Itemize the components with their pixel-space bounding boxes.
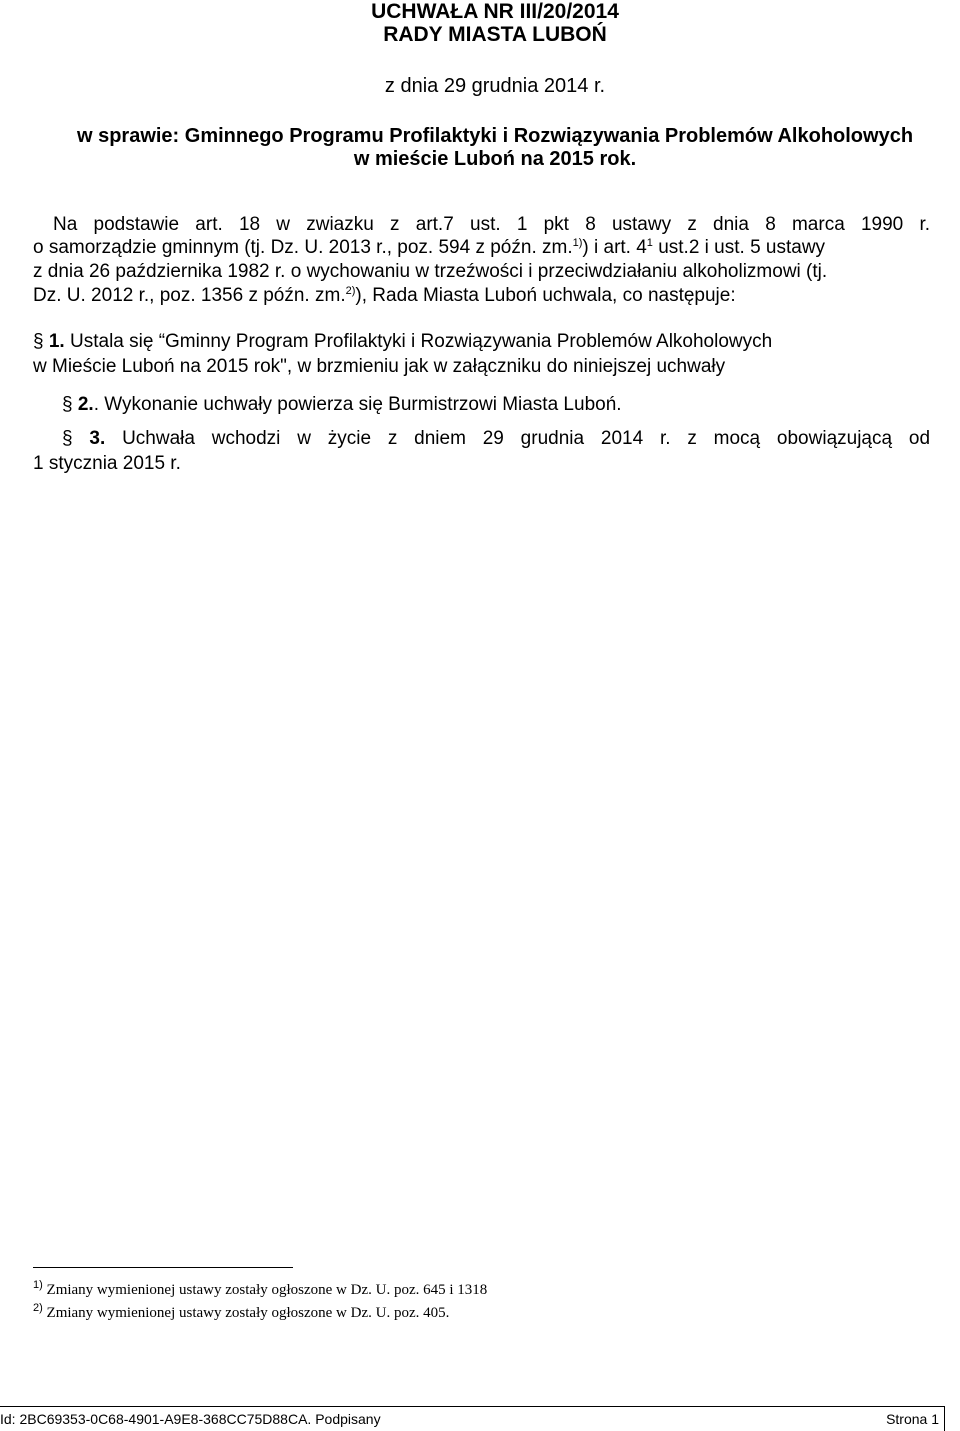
issuing-body: RADY MIASTA LUBOŃ: [383, 23, 607, 46]
section-symbol: §: [62, 394, 73, 415]
document-date: z dnia 29 grudnia 2014 r.: [384, 75, 606, 97]
paragraph-word: wchodzi: [211, 428, 281, 449]
subject-line-1: w sprawie: Gminnego Programu Profilaktyki i Rozwiązywania Problemów Alkoholowych: [76, 125, 914, 147]
footnote-marker: 1): [33, 1279, 43, 1291]
preamble-word: podstawie: [93, 214, 180, 235]
paragraph-word: Uchwała: [122, 428, 195, 449]
preamble-word: 8 ustawy: [585, 214, 672, 235]
preamble-text: ust.2 i ust. 5 ustawy: [652, 237, 826, 258]
preamble-text: Dz. U. 2012 r., poz. 1356 z późn. zm.: [33, 285, 346, 306]
paragraph-number: 2.: [77, 394, 94, 415]
paragraph-number: 3.: [89, 428, 106, 449]
paragraph-head: [62, 428, 195, 449]
footnote-ref-1: 1): [572, 237, 583, 249]
preamble-text: o samorządzie gminnym (tj. Dz. U. 2013 r., poz. 594 z późn. zm.: [33, 237, 573, 258]
preamble-line-4: [33, 284, 930, 308]
preamble-word: z art.7: [390, 214, 454, 235]
preamble-text: ), Rada Miasta Luboń uchwala, co następuje:: [355, 285, 736, 306]
paragraph-text: Ustala się “Gminny Program Profilaktyki i Rozwiązywania Problemów Alkoholowych: [70, 331, 773, 352]
preamble-word: Na: [53, 214, 78, 235]
paragraph-word: 29 grudnia: [482, 428, 585, 449]
paragraph-word: 2014 r.: [600, 428, 671, 449]
preamble-word: ust. 1 pkt: [470, 214, 569, 235]
footnote-2: [33, 1303, 449, 1323]
preamble-line-1: [53, 213, 930, 237]
section-symbol: §: [33, 331, 44, 352]
footnote-text: Zmiany wymienionej ustawy zostały ogłoszone w Dz. U. poz. 645 i 1318: [46, 1282, 488, 1298]
paragraph-text: . Wykonanie uchwały powierza się Burmistrzowi Miasta Luboń.: [93, 394, 622, 415]
paragraph-1-line-2: w Mieście Luboń na 2015 rok", w brzmieniu jak w załączniku do niniejszej uchwały: [33, 356, 726, 377]
preamble-word: 1990 r.: [860, 214, 931, 235]
footnote-1: [33, 1280, 487, 1300]
document-id: Id: 2BC69353-0C68-4901-A9E8-368CC75D88CA. Podpisany: [0, 1411, 381, 1427]
paragraph-3-line-1: [62, 427, 930, 451]
document-title: UCHWAŁA NR III/20/2014: [371, 0, 619, 23]
section-symbol: §: [62, 428, 73, 449]
paragraph-word: od: [908, 428, 931, 449]
preamble-text: ) i art. 4: [582, 237, 647, 258]
preamble-word: art. 18 w zwiazku: [195, 214, 374, 235]
superscript-marker: 1: [646, 237, 653, 249]
paragraph-1-line-1: [33, 330, 930, 354]
footnote-marker: 2): [33, 1302, 43, 1314]
paragraph-3-line-2: 1 stycznia 2015 r.: [33, 453, 181, 474]
paragraph-word: z dniem: [387, 428, 466, 449]
paragraph-word: obowiązującą: [776, 428, 893, 449]
page-footer: [0, 1406, 945, 1431]
page-number: Strona 1: [886, 1411, 939, 1427]
preamble-line-2: [33, 236, 930, 260]
subject-line-2: w mieście Luboń na 2015 rok.: [353, 148, 637, 170]
footnote-text: Zmiany wymienionej ustawy zostały ogłoszone w Dz. U. poz. 405.: [46, 1305, 450, 1321]
preamble-word: z dnia: [687, 214, 749, 235]
paragraph-word: w życie: [297, 428, 372, 449]
preamble-word: 8 marca: [765, 214, 845, 235]
paragraph-number: 1.: [48, 331, 65, 352]
footnote-ref-2: 2): [345, 285, 356, 297]
preamble-line-3: z dnia 26 października 1982 r. o wychowaniu w trzeźwości i przeciwdziałaniu alkoholizmowi (tj.: [33, 261, 828, 282]
paragraph-word: z mocą: [687, 428, 761, 449]
footnote-separator: [33, 1267, 293, 1268]
paragraph-2: [62, 393, 930, 417]
